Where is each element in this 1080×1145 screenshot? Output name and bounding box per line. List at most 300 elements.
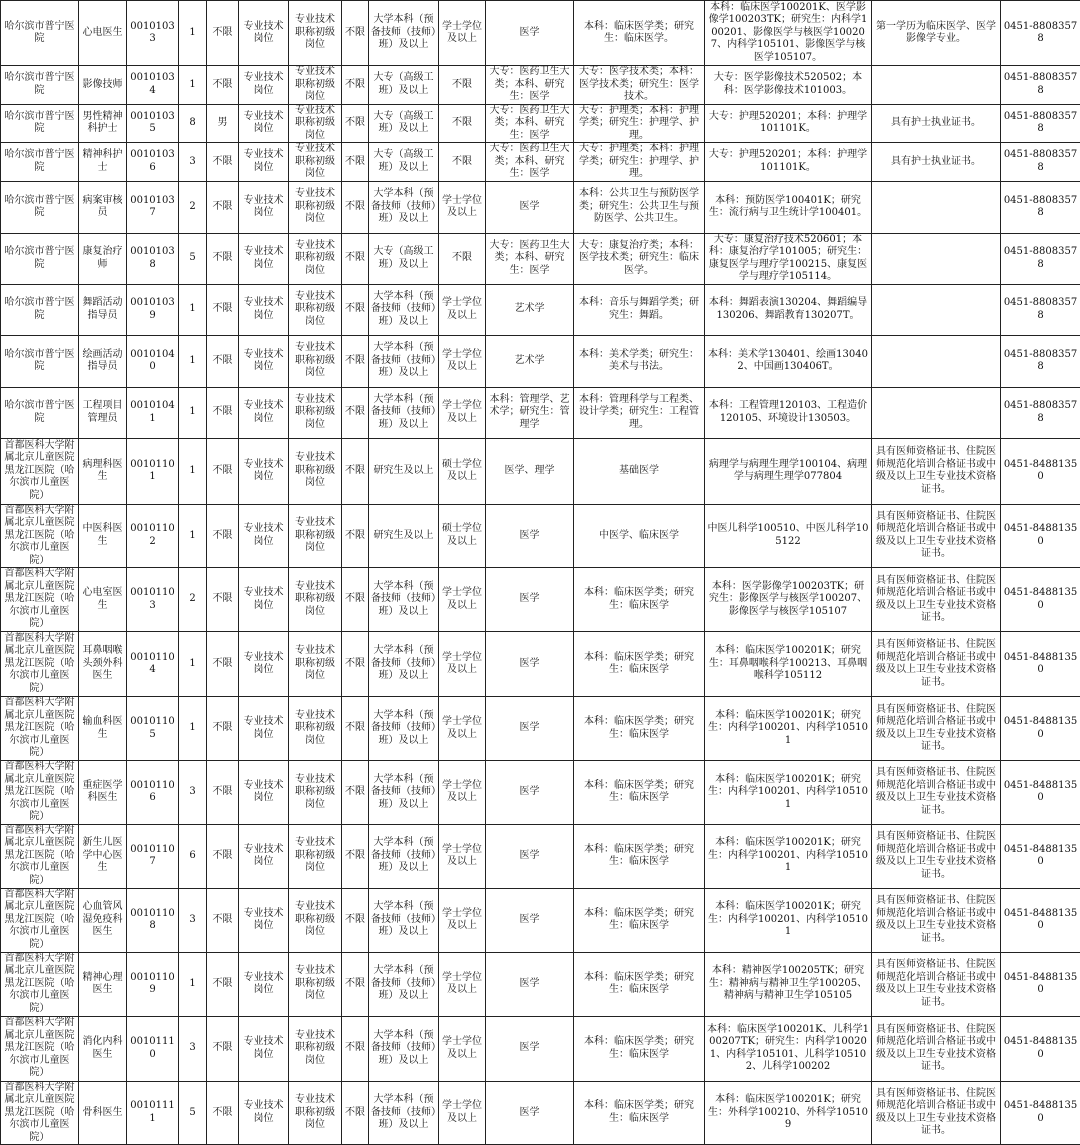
table-row xyxy=(1,284,1080,335)
degree-cell: 学士学位及以上 xyxy=(439,284,486,335)
table-row xyxy=(1,387,1080,438)
major-class-cell: 本科：音乐与舞蹈学类；研究生：舞蹈。 xyxy=(574,284,705,335)
post-level-cell: 专业技术职称初级岗位 xyxy=(289,568,342,632)
major-discipline-cell: 艺术学 xyxy=(486,284,574,335)
degree-cell: 学士学位及以上 xyxy=(439,824,486,888)
unit-cell: 哈尔滨市普宁医院 xyxy=(1,233,79,284)
age-cell: 不限 xyxy=(342,952,369,1016)
other-requirements-cell: 具有医师资格证书、住院医师规范化培训合格证书或中级及以上卫生专业技术资格证书。 xyxy=(872,952,1001,1016)
post-name-cell: 舞蹈活动指导员 xyxy=(79,284,127,335)
post-name-cell: 精神心理医生 xyxy=(79,952,127,1016)
post-level-cell: 专业技术职称初级岗位 xyxy=(289,761,342,825)
major-class-cell: 本科：临床医学类；研究生：临床医学 xyxy=(574,1081,705,1145)
table-row xyxy=(1,335,1080,387)
education-cell: 大学本科（预备技师（技师）班）及以上 xyxy=(369,1016,439,1081)
education-cell: 大学本科（预备技师（技师）班）及以上 xyxy=(369,284,439,335)
post-level-cell: 专业技术职称初级岗位 xyxy=(289,181,342,233)
major-class-cell: 本科：公共卫生与预防医学类；研究生：公共卫生与预防医学、公共卫生。 xyxy=(574,181,705,233)
gender-cell: 不限 xyxy=(207,632,239,697)
age-cell: 不限 xyxy=(342,181,369,233)
table-row xyxy=(1,1,1080,66)
post-category-cell: 专业技术岗位 xyxy=(239,761,289,825)
major-detail-cell: 本科：临床医学100201K；研究生：内科学100201、内科学105101 xyxy=(705,824,872,888)
other-requirements-cell: 具有医师资格证书、住院医师规范化培训合格证书或中级及以上卫生专业技术资格证书。 xyxy=(872,888,1001,952)
post-level-cell: 专业技术职称初级岗位 xyxy=(289,697,342,761)
post-category-cell: 专业技术岗位 xyxy=(239,438,289,504)
major-detail-cell: 本科：临床医学100201K；研究生：内科学100201、内科学105101 xyxy=(705,697,872,761)
table-row xyxy=(1,1081,1080,1145)
phone-cell: 0451-84881350 xyxy=(1001,632,1080,697)
major-discipline-cell: 大专：医药卫生大类；本科、研究生：医学 xyxy=(486,66,574,105)
post-category-cell: 专业技术岗位 xyxy=(239,66,289,105)
headcount-cell: 6 xyxy=(179,824,207,888)
gender-cell: 不限 xyxy=(207,1,239,66)
unit-cell: 首都医科大学附属北京儿童医院黑龙江医院（哈尔滨市儿童医院） xyxy=(1,952,79,1016)
major-detail-cell: 大专：康复治疗技术520601；本科：康复治疗学101005；研究生：康复医学与理疗学100215、康复医学与理疗学105114。 xyxy=(705,233,872,284)
education-cell: 研究生及以上 xyxy=(369,504,439,568)
phone-cell: 0451-88083578 xyxy=(1001,335,1080,387)
headcount-cell: 3 xyxy=(179,1016,207,1081)
major-detail-cell: 本科：临床医学100201K；研究生：外科学100210、外科学105109 xyxy=(705,1081,872,1145)
post-level-cell: 专业技术职称初级岗位 xyxy=(289,952,342,1016)
post-category-cell: 专业技术岗位 xyxy=(239,1081,289,1145)
post-level-cell: 专业技术职称初级岗位 xyxy=(289,335,342,387)
education-cell: 大学本科（预备技师（技师）班）及以上 xyxy=(369,632,439,697)
major-class-cell: 本科：美术学类；研究生：美术与书法。 xyxy=(574,335,705,387)
major-class-cell: 本科：临床医学类；研究生：临床医学 xyxy=(574,568,705,632)
major-discipline-cell: 本科：管理学、艺术学；研究生：管理学 xyxy=(486,387,574,438)
headcount-cell: 1 xyxy=(179,66,207,105)
post-level-cell: 专业技术职称初级岗位 xyxy=(289,284,342,335)
gender-cell: 不限 xyxy=(207,284,239,335)
post-code-cell: 00101037 xyxy=(127,181,179,233)
unit-cell: 哈尔滨市普宁医院 xyxy=(1,284,79,335)
unit-cell: 首都医科大学附属北京儿童医院黑龙江医院（哈尔滨市儿童医院） xyxy=(1,824,79,888)
post-category-cell: 专业技术岗位 xyxy=(239,697,289,761)
major-detail-cell: 本科：工程管理120103、工程造价120105、环境设计130503。 xyxy=(705,387,872,438)
other-requirements-cell: 具有医师资格证书、住院医师规范化培训合格证书或中级及以上卫生专业技术资格证书。 xyxy=(872,1081,1001,1145)
education-cell: 大学本科（预备技师（技师）班）及以上 xyxy=(369,181,439,233)
major-discipline-cell: 医学 xyxy=(486,568,574,632)
post-name-cell: 影像技师 xyxy=(79,66,127,105)
major-class-cell: 基础医学 xyxy=(574,438,705,504)
post-code-cell: 00101041 xyxy=(127,387,179,438)
post-level-cell: 专业技术职称初级岗位 xyxy=(289,387,342,438)
gender-cell: 不限 xyxy=(207,888,239,952)
unit-cell: 首都医科大学附属北京儿童医院黑龙江医院（哈尔滨市儿童医院） xyxy=(1,438,79,504)
major-class-cell: 本科：临床医学类；研究生：临床医学 xyxy=(574,761,705,825)
age-cell: 不限 xyxy=(342,1,369,66)
post-name-cell: 精神科护士 xyxy=(79,143,127,182)
major-discipline-cell: 医学 xyxy=(486,1081,574,1145)
unit-cell: 首都医科大学附属北京儿童医院黑龙江医院（哈尔滨市儿童医院） xyxy=(1,504,79,568)
post-category-cell: 专业技术岗位 xyxy=(239,888,289,952)
major-discipline-cell: 医学 xyxy=(486,181,574,233)
post-level-cell: 专业技术职称初级岗位 xyxy=(289,1016,342,1081)
phone-cell: 0451-88083578 xyxy=(1001,284,1080,335)
phone-cell: 0451-88083578 xyxy=(1001,143,1080,182)
table-row xyxy=(1,438,1080,504)
headcount-cell: 3 xyxy=(179,888,207,952)
gender-cell: 不限 xyxy=(207,335,239,387)
phone-cell: 0451-84881350 xyxy=(1001,888,1080,952)
unit-cell: 首都医科大学附属北京儿童医院黑龙江医院（哈尔滨市儿童医院） xyxy=(1,568,79,632)
table-row xyxy=(1,104,1080,143)
post-name-cell: 男性精神科护士 xyxy=(79,104,127,143)
major-discipline-cell: 大专：医药卫生大类；本科、研究生：医学 xyxy=(486,104,574,143)
table-row xyxy=(1,632,1080,697)
education-cell: 大学本科（预备技师（技师）班）及以上 xyxy=(369,568,439,632)
post-name-cell: 病理科医生 xyxy=(79,438,127,504)
phone-cell: 0451-84881350 xyxy=(1001,504,1080,568)
age-cell: 不限 xyxy=(342,438,369,504)
degree-cell: 学士学位及以上 xyxy=(439,888,486,952)
age-cell: 不限 xyxy=(342,824,369,888)
education-cell: 大学本科（预备技师（技师）班）及以上 xyxy=(369,888,439,952)
other-requirements-cell: 具有医师资格证书、住院医师规范化培训合格证书或中级及以上卫生专业技术资格证书。 xyxy=(872,1016,1001,1081)
unit-cell: 哈尔滨市普宁医院 xyxy=(1,143,79,182)
post-name-cell: 心血管风湿免疫科医生 xyxy=(79,888,127,952)
degree-cell: 学士学位及以上 xyxy=(439,1081,486,1145)
degree-cell: 学士学位及以上 xyxy=(439,632,486,697)
post-category-cell: 专业技术岗位 xyxy=(239,632,289,697)
major-detail-cell: 大专：医学影像技术520502；本科：医学影像技术101003。 xyxy=(705,66,872,105)
other-requirements-cell: 具有医师资格证书、住院医师规范化培训合格证书或中级及以上卫生专业技术资格证书。 xyxy=(872,632,1001,697)
unit-cell: 哈尔滨市普宁医院 xyxy=(1,104,79,143)
major-detail-cell: 病理学与病理生理学100104、病理学与病理生理学077804 xyxy=(705,438,872,504)
age-cell: 不限 xyxy=(342,233,369,284)
major-discipline-cell: 医学、理学 xyxy=(486,438,574,504)
post-code-cell: 00101038 xyxy=(127,233,179,284)
education-cell: 大学本科（预备技师（技师）班）及以上 xyxy=(369,1,439,66)
other-requirements-cell xyxy=(872,387,1001,438)
table-row xyxy=(1,761,1080,825)
other-requirements-cell: 具有医师资格证书、住院医师规范化培训合格证书或中级及以上卫生专业技术资格证书。 xyxy=(872,504,1001,568)
post-name-cell: 输血科医生 xyxy=(79,697,127,761)
education-cell: 研究生及以上 xyxy=(369,438,439,504)
major-discipline-cell: 医学 xyxy=(486,761,574,825)
major-detail-cell: 本科：医学影像学100203TK；研究生：影像医学与核医学100207、影像医学与核医学105107 xyxy=(705,568,872,632)
degree-cell: 学士学位及以上 xyxy=(439,335,486,387)
education-cell: 大学本科（预备技师（技师）班）及以上 xyxy=(369,952,439,1016)
post-category-cell: 专业技术岗位 xyxy=(239,143,289,182)
post-category-cell: 专业技术岗位 xyxy=(239,181,289,233)
education-cell: 大专（高级工班）及以上 xyxy=(369,104,439,143)
other-requirements-cell: 具有医师资格证书、住院医师规范化培训合格证书或中级及以上卫生专业技术资格证书。 xyxy=(872,824,1001,888)
post-code-cell: 00101105 xyxy=(127,697,179,761)
major-class-cell: 大专：康复治疗类；本科：医学技术类；研究生：临床医学。 xyxy=(574,233,705,284)
post-level-cell: 专业技术职称初级岗位 xyxy=(289,1,342,66)
degree-cell: 不限 xyxy=(439,66,486,105)
post-category-cell: 专业技术岗位 xyxy=(239,504,289,568)
major-detail-cell: 本科：临床医学100201K、儿科学100207TK；研究生：内科学100201、内科学105101、儿科学105102、儿科学100202 xyxy=(705,1016,872,1081)
major-class-cell: 本科：临床医学类；研究生：临床医学 xyxy=(574,697,705,761)
major-detail-cell: 大专：护理520201；本科：护理学101101K。 xyxy=(705,143,872,182)
degree-cell: 学士学位及以上 xyxy=(439,761,486,825)
gender-cell: 不限 xyxy=(207,697,239,761)
gender-cell: 不限 xyxy=(207,181,239,233)
major-discipline-cell: 医学 xyxy=(486,632,574,697)
post-code-cell: 00101108 xyxy=(127,888,179,952)
education-cell: 大专（高级工班）及以上 xyxy=(369,233,439,284)
other-requirements-cell: 具有医师资格证书、住院医师规范化培训合格证书或中级及以上卫生专业技术资格证书。 xyxy=(872,568,1001,632)
phone-cell: 0451-84881350 xyxy=(1001,1016,1080,1081)
major-class-cell: 大专：护理类；本科：护理学类；研究生：护理学、护理。 xyxy=(574,104,705,143)
major-class-cell: 中医学、临床医学 xyxy=(574,504,705,568)
table-row xyxy=(1,143,1080,182)
phone-cell: 0451-84881350 xyxy=(1001,1081,1080,1145)
post-level-cell: 专业技术职称初级岗位 xyxy=(289,824,342,888)
table-row xyxy=(1,233,1080,284)
major-discipline-cell: 大专：医药卫生大类；本科、研究生：医学 xyxy=(486,233,574,284)
headcount-cell: 1 xyxy=(179,1,207,66)
headcount-cell: 1 xyxy=(179,387,207,438)
education-cell: 大学本科（预备技师（技师）班）及以上 xyxy=(369,335,439,387)
unit-cell: 首都医科大学附属北京儿童医院黑龙江医院（哈尔滨市儿童医院） xyxy=(1,761,79,825)
major-class-cell: 本科：管理科学与工程类、设计学类；研究生：工程管理。 xyxy=(574,387,705,438)
post-code-cell: 00101106 xyxy=(127,761,179,825)
education-cell: 大专（高级工班）及以上 xyxy=(369,66,439,105)
post-code-cell: 00101103 xyxy=(127,568,179,632)
degree-cell: 硕士学位及以上 xyxy=(439,504,486,568)
age-cell: 不限 xyxy=(342,104,369,143)
major-class-cell: 本科：临床医学类；研究生：临床医学 xyxy=(574,1016,705,1081)
education-cell: 大学本科（预备技师（技师）班）及以上 xyxy=(369,761,439,825)
headcount-cell: 1 xyxy=(179,335,207,387)
major-discipline-cell: 医学 xyxy=(486,952,574,1016)
gender-cell: 不限 xyxy=(207,438,239,504)
degree-cell: 学士学位及以上 xyxy=(439,952,486,1016)
degree-cell: 不限 xyxy=(439,233,486,284)
major-class-cell: 本科：临床医学类；研究生：临床医学。 xyxy=(574,1,705,66)
gender-cell: 不限 xyxy=(207,233,239,284)
post-name-cell: 心电医生 xyxy=(79,1,127,66)
table-row xyxy=(1,888,1080,952)
headcount-cell: 5 xyxy=(179,1081,207,1145)
post-category-cell: 专业技术岗位 xyxy=(239,568,289,632)
age-cell: 不限 xyxy=(342,284,369,335)
major-class-cell: 本科：临床医学类；研究生：临床医学 xyxy=(574,632,705,697)
post-name-cell: 绘画活动指导员 xyxy=(79,335,127,387)
headcount-cell: 5 xyxy=(179,233,207,284)
post-level-cell: 专业技术职称初级岗位 xyxy=(289,104,342,143)
other-requirements-cell: 具有医师资格证书、住院医师规范化培训合格证书或中级及以上卫生专业技术资格证书。 xyxy=(872,761,1001,825)
age-cell: 不限 xyxy=(342,143,369,182)
post-name-cell: 心电室医生 xyxy=(79,568,127,632)
phone-cell: 0451-88083578 xyxy=(1001,181,1080,233)
age-cell: 不限 xyxy=(342,632,369,697)
other-requirements-cell xyxy=(872,284,1001,335)
phone-cell: 0451-88083578 xyxy=(1001,387,1080,438)
unit-cell: 首都医科大学附属北京儿童医院黑龙江医院（哈尔滨市儿童医院） xyxy=(1,1081,79,1145)
major-detail-cell: 本科：美术学130401、绘画130402、中国画130406T。 xyxy=(705,335,872,387)
table-row xyxy=(1,952,1080,1016)
age-cell: 不限 xyxy=(342,697,369,761)
post-code-cell: 00101035 xyxy=(127,104,179,143)
phone-cell: 0451-84881350 xyxy=(1001,438,1080,504)
major-class-cell: 本科：临床医学类；研究生：临床医学 xyxy=(574,952,705,1016)
unit-cell: 哈尔滨市普宁医院 xyxy=(1,66,79,105)
age-cell: 不限 xyxy=(342,1081,369,1145)
age-cell: 不限 xyxy=(342,66,369,105)
major-detail-cell: 本科：临床医学100201K；研究生：内科学100201、内科学105101 xyxy=(705,888,872,952)
table-row xyxy=(1,568,1080,632)
post-code-cell: 00101111 xyxy=(127,1081,179,1145)
post-code-cell: 00101110 xyxy=(127,1016,179,1081)
table-row xyxy=(1,66,1080,105)
headcount-cell: 3 xyxy=(179,761,207,825)
post-code-cell: 00101040 xyxy=(127,335,179,387)
post-code-cell: 00101101 xyxy=(127,438,179,504)
age-cell: 不限 xyxy=(342,568,369,632)
gender-cell: 不限 xyxy=(207,504,239,568)
major-detail-cell: 本科：舞蹈表演130204、舞蹈编导130206、舞蹈教育130207T。 xyxy=(705,284,872,335)
post-category-cell: 专业技术岗位 xyxy=(239,104,289,143)
phone-cell: 0451-84881350 xyxy=(1001,697,1080,761)
gender-cell: 不限 xyxy=(207,761,239,825)
phone-cell: 0451-88083578 xyxy=(1001,104,1080,143)
major-detail-cell: 本科：临床医学100201K、医学影像学100203TK；研究生：内科学100201、影像医学与核医学100207、内科学105101、影像医学与核医学105107。 xyxy=(705,1,872,66)
post-code-cell: 00101107 xyxy=(127,824,179,888)
unit-cell: 哈尔滨市普宁医院 xyxy=(1,181,79,233)
major-class-cell: 大专：护理类；本科：护理学类；研究生：护理学、护理。 xyxy=(574,143,705,182)
gender-cell: 不限 xyxy=(207,1081,239,1145)
headcount-cell: 2 xyxy=(179,181,207,233)
age-cell: 不限 xyxy=(342,888,369,952)
unit-cell: 首都医科大学附属北京儿童医院黑龙江医院（哈尔滨市儿童医院） xyxy=(1,632,79,697)
post-level-cell: 专业技术职称初级岗位 xyxy=(289,632,342,697)
major-discipline-cell: 医学 xyxy=(486,824,574,888)
major-discipline-cell: 医学 xyxy=(486,1016,574,1081)
phone-cell: 0451-88083578 xyxy=(1001,233,1080,284)
post-code-cell: 00101036 xyxy=(127,143,179,182)
unit-cell: 哈尔滨市普宁医院 xyxy=(1,387,79,438)
unit-cell: 首都医科大学附属北京儿童医院黑龙江医院（哈尔滨市儿童医院） xyxy=(1,1016,79,1081)
post-category-cell: 专业技术岗位 xyxy=(239,284,289,335)
major-class-cell: 本科：临床医学类；研究生：临床医学 xyxy=(574,824,705,888)
education-cell: 大专（高级工班）及以上 xyxy=(369,143,439,182)
post-level-cell: 专业技术职称初级岗位 xyxy=(289,888,342,952)
headcount-cell: 1 xyxy=(179,952,207,1016)
phone-cell: 0451-84881350 xyxy=(1001,568,1080,632)
post-category-cell: 专业技术岗位 xyxy=(239,1016,289,1081)
major-class-cell: 本科：临床医学类；研究生：临床医学 xyxy=(574,888,705,952)
other-requirements-cell: 具有医师资格证书、住院医师规范化培训合格证书或中级及以上卫生专业技术资格证书。 xyxy=(872,438,1001,504)
table-body xyxy=(1,1,1080,1145)
table-row xyxy=(1,1016,1080,1081)
table-row xyxy=(1,504,1080,568)
age-cell: 不限 xyxy=(342,335,369,387)
age-cell: 不限 xyxy=(342,387,369,438)
degree-cell: 学士学位及以上 xyxy=(439,697,486,761)
post-level-cell: 专业技术职称初级岗位 xyxy=(289,438,342,504)
degree-cell: 硕士学位及以上 xyxy=(439,438,486,504)
education-cell: 大学本科（预备技师（技师）班）及以上 xyxy=(369,387,439,438)
phone-cell: 0451-88083578 xyxy=(1001,1,1080,66)
education-cell: 大学本科（预备技师（技师）班）及以上 xyxy=(369,1081,439,1145)
post-category-cell: 专业技术岗位 xyxy=(239,387,289,438)
post-name-cell: 消化内科医生 xyxy=(79,1016,127,1081)
other-requirements-cell xyxy=(872,181,1001,233)
post-level-cell: 专业技术职称初级岗位 xyxy=(289,504,342,568)
gender-cell: 不限 xyxy=(207,568,239,632)
major-discipline-cell: 医学 xyxy=(486,888,574,952)
post-level-cell: 专业技术职称初级岗位 xyxy=(289,143,342,182)
age-cell: 不限 xyxy=(342,504,369,568)
post-category-cell: 专业技术岗位 xyxy=(239,952,289,1016)
major-detail-cell: 本科：临床医学100201K；研究生：内科学100201、内科学105101 xyxy=(705,761,872,825)
gender-cell: 不限 xyxy=(207,1016,239,1081)
phone-cell: 0451-84881350 xyxy=(1001,824,1080,888)
gender-cell: 不限 xyxy=(207,952,239,1016)
post-level-cell: 专业技术职称初级岗位 xyxy=(289,1081,342,1145)
major-discipline-cell: 大专：医药卫生大类；本科、研究生：医学 xyxy=(486,143,574,182)
post-code-cell: 00101039 xyxy=(127,284,179,335)
phone-cell: 0451-84881350 xyxy=(1001,952,1080,1016)
table-row xyxy=(1,181,1080,233)
headcount-cell: 3 xyxy=(179,143,207,182)
major-discipline-cell: 医学 xyxy=(486,697,574,761)
post-category-cell: 专业技术岗位 xyxy=(239,335,289,387)
gender-cell: 不限 xyxy=(207,143,239,182)
post-name-cell: 中医科医生 xyxy=(79,504,127,568)
education-cell: 大学本科（预备技师（技师）班）及以上 xyxy=(369,824,439,888)
degree-cell: 学士学位及以上 xyxy=(439,1,486,66)
major-detail-cell: 本科：预防医学100401K；研究生：流行病与卫生统计学100401。 xyxy=(705,181,872,233)
degree-cell: 不限 xyxy=(439,104,486,143)
post-category-cell: 专业技术岗位 xyxy=(239,1,289,66)
post-code-cell: 00101034 xyxy=(127,66,179,105)
post-name-cell: 病案审核员 xyxy=(79,181,127,233)
gender-cell: 不限 xyxy=(207,66,239,105)
degree-cell: 学士学位及以上 xyxy=(439,1016,486,1081)
headcount-cell: 2 xyxy=(179,568,207,632)
other-requirements-cell xyxy=(872,335,1001,387)
headcount-cell: 1 xyxy=(179,697,207,761)
table-row xyxy=(1,824,1080,888)
headcount-cell: 1 xyxy=(179,284,207,335)
age-cell: 不限 xyxy=(342,761,369,825)
major-discipline-cell: 艺术学 xyxy=(486,335,574,387)
gender-cell: 男 xyxy=(207,104,239,143)
gender-cell: 不限 xyxy=(207,387,239,438)
post-code-cell: 00101102 xyxy=(127,504,179,568)
degree-cell: 不限 xyxy=(439,143,486,182)
headcount-cell: 1 xyxy=(179,632,207,697)
other-requirements-cell: 具有护士执业证书。 xyxy=(872,104,1001,143)
education-cell: 大学本科（预备技师（技师）班）及以上 xyxy=(369,697,439,761)
table-row xyxy=(1,697,1080,761)
major-class-cell: 大专：医学技术类；本科：医学技术类；研究生：医学技术。 xyxy=(574,66,705,105)
major-detail-cell: 本科：临床医学100201K；研究生：耳鼻咽喉科学100213、耳鼻咽喉科学105112 xyxy=(705,632,872,697)
other-requirements-cell: 具有护士执业证书。 xyxy=(872,143,1001,182)
unit-cell: 哈尔滨市普宁医院 xyxy=(1,335,79,387)
post-category-cell: 专业技术岗位 xyxy=(239,824,289,888)
post-name-cell: 重症医学科医生 xyxy=(79,761,127,825)
degree-cell: 学士学位及以上 xyxy=(439,568,486,632)
degree-cell: 学士学位及以上 xyxy=(439,387,486,438)
post-name-cell: 工程项目管理员 xyxy=(79,387,127,438)
post-level-cell: 专业技术职称初级岗位 xyxy=(289,66,342,105)
gender-cell: 不限 xyxy=(207,824,239,888)
major-discipline-cell: 医学 xyxy=(486,504,574,568)
headcount-cell: 1 xyxy=(179,438,207,504)
post-name-cell: 耳鼻咽喉头颈外科医生 xyxy=(79,632,127,697)
post-code-cell: 00101033 xyxy=(127,1,179,66)
post-name-cell: 康复治疗师 xyxy=(79,233,127,284)
post-name-cell: 新生儿医学中心医生 xyxy=(79,824,127,888)
degree-cell: 学士学位及以上 xyxy=(439,181,486,233)
